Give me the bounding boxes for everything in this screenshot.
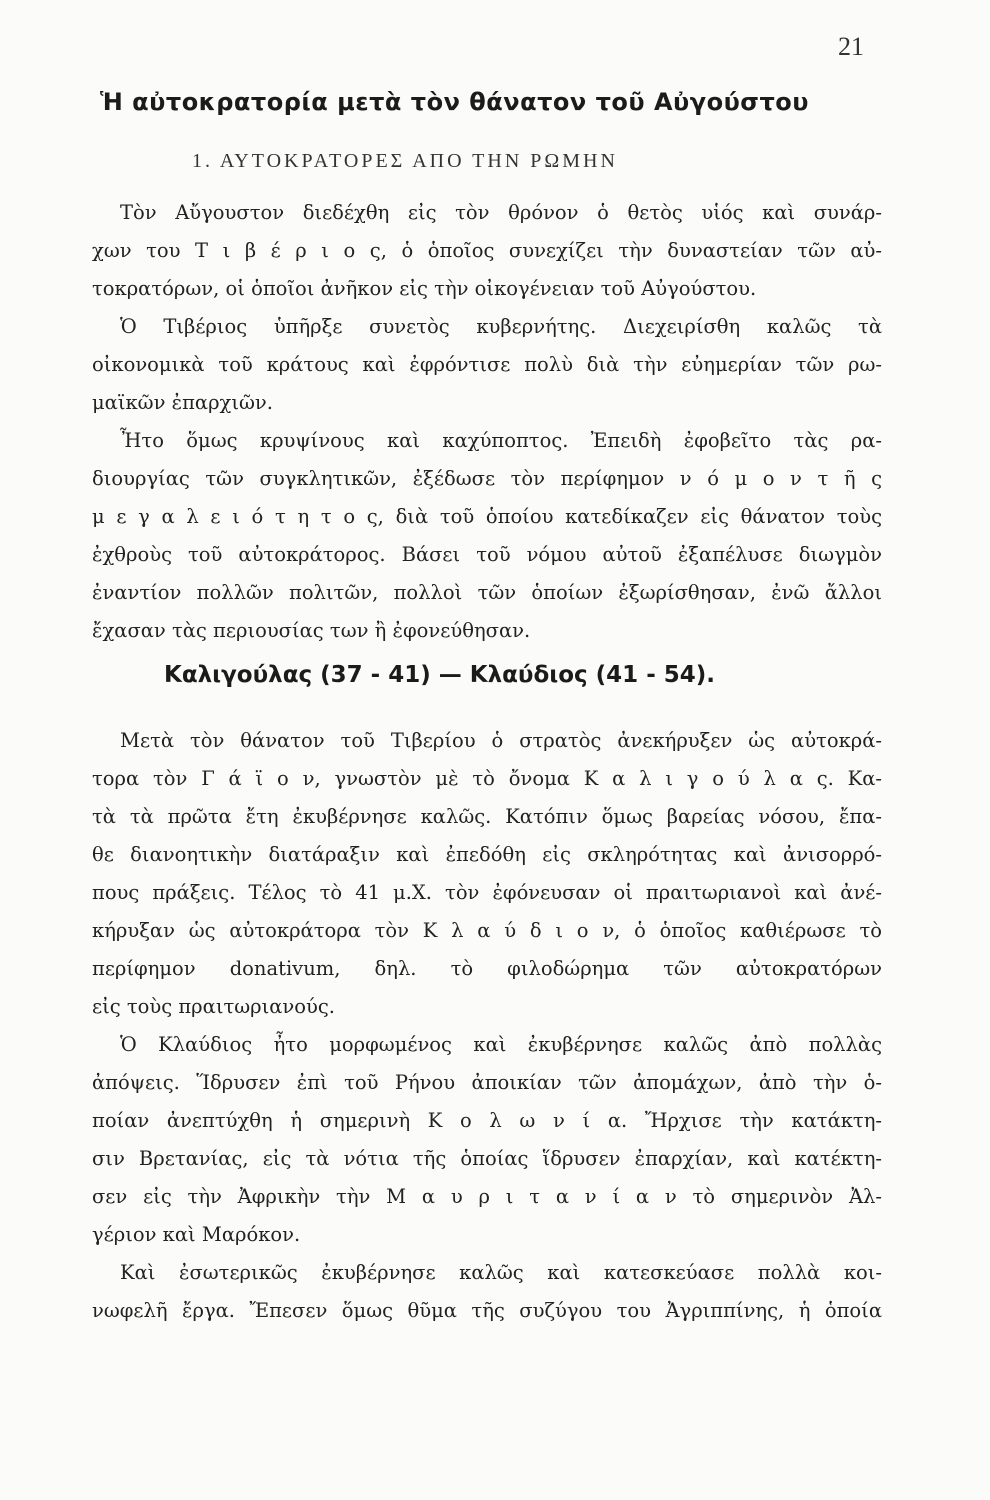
text-line: οἰκονομικὰ τοῦ κράτους καὶ ἐφρόντισε πολὺ διὰ τὴν εὐημερίαν τῶν ρω-: [92, 353, 882, 376]
text-line: Καὶ ἐσωτερικῶς ἐκυβέρνησε καλῶς καὶ κατεσκεύασε πολλὰ κοι-: [120, 1261, 882, 1284]
text-line: γέριον καὶ Μαρόκον.: [92, 1223, 301, 1246]
text-line: Ἦτο ὅμως κρυψίνους καὶ καχύποπτος. Ἐπειδὴ ἐφοβεῖτο τὰς ρα-: [120, 429, 882, 452]
text-line: κήρυξαν ὡς αὐτοκράτορα τὸν Κ λ α ύ δ ι ο ν, ὁ ὁποῖος καθιέρωσε τὸ: [92, 919, 882, 942]
text-line: θε διανοητικὴν διατάραξιν καὶ ἐπεδόθη εἰς σκληρότητας καὶ ἀνισορρό-: [92, 843, 882, 866]
text-line: μαϊκῶν ἐπαρχιῶν.: [92, 391, 273, 414]
text-line: ἔχασαν τὰς περιουσίας των ἢ ἐφονεύθησαν.: [92, 619, 531, 642]
text-line: Μετὰ τὸν θάνατον τοῦ Τιβερίου ὁ στρατὸς ἀνεκήρυξεν ὡς αὐτοκρά-: [120, 729, 882, 752]
text-line: Ὁ Τιβέριος ὑπῆρξε συνετὸς κυβερνήτης. Διεχειρίσθη καλῶς τὰ: [120, 315, 882, 338]
text-line: Τὸν Αὔγουστον διεδέχθη εἰς τὸν θρόνον ὁ θετὸς υἱός καὶ συνάρ-: [120, 201, 882, 224]
text-line: Ὁ Κλαύδιος ἦτο μορφωμένος καὶ ἐκυβέρνησε καλῶς ἀπὸ πολλὰς: [120, 1033, 882, 1056]
text-line: ἐναντίον πολλῶν πολιτῶν, πολλοὶ τῶν ὁποίων ἐξωρίσθησαν, ἐνῶ ἄλλοι: [92, 581, 882, 604]
text-line: περίφημον donativum, δηλ. τὸ φιλοδώρημα τῶν αὐτοκρατόρων: [92, 957, 882, 980]
text-line: διουργίας τῶν συγκλητικῶν, ἐξέδωσε τὸν περίφημον ν ό μ ο ν τ ῆ ς: [92, 467, 882, 490]
text-line: ἀπόψεις. Ἵδρυσεν ἐπὶ τοῦ Ρήνου ἀποικίαν τῶν ἀπομάχων, ἀπὸ τὴν ὁ-: [92, 1071, 882, 1094]
text-line: τοκρατόρων, οἱ ὁποῖοι ἀνῆκον εἰς τὴν οἰκογένειαν τοῦ Αὐγούστου.: [92, 277, 757, 300]
subheading: Καλιγούλας (37 - 41) — Κλαύδιος (41 - 54).: [164, 662, 716, 688]
page-number: 21: [838, 32, 864, 61]
text-line: χων του Τ ι β έ ρ ι ο ς, ὁ ὁποῖος συνεχίζει τὴν δυναστείαν τῶν αὐ-: [92, 239, 882, 262]
text-line: μ ε γ α λ ε ι ό τ η τ ο ς, διὰ τοῦ ὁποίου κατεδίκαζεν εἰς θάνατον τοὺς: [92, 505, 882, 528]
text-line: εἰς τοὺς πραιτωριανούς.: [92, 995, 335, 1018]
text-line: σιν Βρετανίας, εἰς τὰ νότια τῆς ὁποίας ἵδρυσεν ἐπαρχίαν, καὶ κατέκτη-: [92, 1147, 882, 1170]
text-line: σεν εἰς τὴν Ἀφρικὴν τὴν Μ α υ ρ ι τ α ν ί α ν τὸ σημερινὸν Ἀλ-: [92, 1185, 882, 1208]
text-line: τὰ τὰ πρῶτα ἔτη ἐκυβέρνησε καλῶς. Κατόπιν ὅμως βαρείας νόσου, ἔπα-: [92, 805, 882, 828]
text-line: τορα τὸν Γ ά ϊ ο ν, γνωστὸν μὲ τὸ ὄνομα Κ α λ ι γ ο ύ λ α ς. Κα-: [92, 767, 882, 790]
text-line: ποίαν ἀνεπτύχθη ἡ σημερινὴ Κ ο λ ω ν ί α. Ἤρχισε τὴν κατάκτη-: [92, 1109, 882, 1132]
text-line: νωφελῆ ἔργα. Ἔπεσεν ὅμως θῦμα τῆς συζύγου του Ἀγριππίνης, ἡ ὁποία: [92, 1299, 882, 1322]
chapter-title: Ἡ αὐτοκρατορία μετὰ τὸν θάνατον τοῦ Αὐγούστου: [100, 88, 809, 116]
text-line: πους πράξεις. Τέλος τὸ 41 μ.Χ. τὸν ἐφόνευσαν οἱ πραιτωριανοὶ καὶ ἀνέ-: [92, 881, 882, 904]
section-heading: 1. ΑΥΤΟΚΡΑΤΟΡΕΣ ΑΠΟ ΤΗΝ ΡΩΜΗΝ: [192, 150, 618, 172]
text-line: ἐχθροὺς τοῦ αὐτοκράτορος. Βάσει τοῦ νόμου αὐτοῦ ἐξαπέλυσε διωγμὸν: [92, 543, 882, 566]
